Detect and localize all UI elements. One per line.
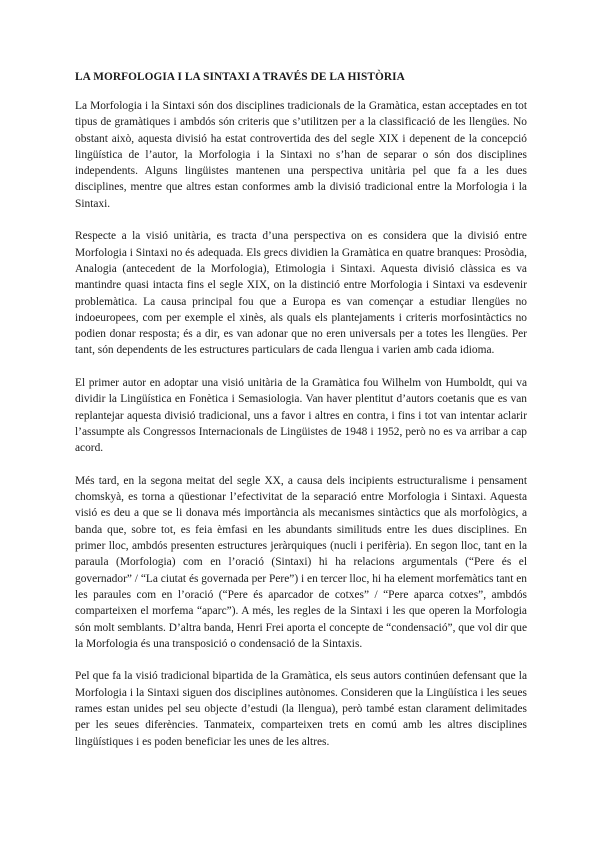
paragraph-twentieth-century: Més tard, en la segona meitat del segle XX, a causa dels incipients estructuralisme i pensament chomskyà, es torna a qüestionar l’efectivitat de la separació entre Morfologia i Sintaxi. Aquesta visió es deu a que se li donava més importància als mecanismes sintàctics que als morfològics, a banda que, sobre tot, es feia èmfasi en les abundants similituds entre les dues disciplines. En primer lloc, ambdós presenten estructures jeràrquiques (nucli i perifèria). En segon lloc, tant en la paraula (Morfologia) com en l’oració (Sintaxi) hi ha relacions argumentals (“Pere és el governador” / “La ciutat és governada per Pere”) i en tercer lloc, hi ha element morfemàtics tant en les paraules com en l’oració (“Pere és aparcador de cotxes” / “Pere aparca cotxes”, ambdós comparteixen el morfema “aparc”). A més, les regles de la Sintaxi i les que operen la Morfologia són molt semblants. D’altra banda, Henri Frei aporta el concepte de “condensació”, que vol dir que la Morfologia és una transposició o condensació de la Sintaxis. — [75, 474, 527, 650]
paragraph-intro: La Morfologia i la Sintaxi són dos disciplines tradicionals de la Gramàtica, estan acceptades en tot tipus de gramàtiques i ambdós són criteris que s’utilitzen per a la classificació de les llengües. No obstant això, aquesta divisió ha estat controvertida des del segle XIX i depenent de la concepció lingüística de l’autor, la Morfologia i la Sintaxi no s’han de separar o són dos disciplines independents. Alguns lingüistes mantenen una perspectiva unitària pel que fa a les dues disciplines, mentre que altres estan conformes amb la divisió tradicional entre la Morfologia i la Sintaxi. — [75, 100, 527, 210]
document-title: LA MORFOLOGIA I LA SINTAXI A TRAVÉS DE LA HISTÒRIA — [75, 71, 405, 83]
document-body — [75, 71, 527, 766]
paragraph-unitary-view: Respecte a la visió unitària, es tracta d’una perspectiva on es considera que la divisió entre Morfologia i Sintaxi no és adequada. Els grecs dividien la Gramàtica en quatre branques: Prosòdia, Analogia (antecedent de la Morfologia), Etimologia i Sintaxi. Aquesta divisió clàssica es va mantindre quasi intacta fins el segle XIX, on la distinció entre Morfologia i Sintaxi va esdevenir problemàtica. La causa principal fou que a Europa es van començar a estudiar llengües no indoeuropees, com per exemple el xinès, als quals els plantejaments i criteris morfosintàctics no podien donar resposta; és a dir, es van adonar que no eren universals per a totes les llengües. Per tant, són dependents de les estructures particulars de cada llengua i varien amb cada idioma. — [75, 230, 527, 357]
paragraph-traditional-view: Pel que fa la visió tradicional bipartida de la Gramàtica, els seus autors continúen defensant que la Morfologia i la Sintaxi siguen dos disciplines autònomes. Consideren que la Lingüística i les seues rames estan unides pel seu objecte d’estudi (la llengua), però també estan clarament delimitades per les seues diferències. Tanmateix, comparteixen trets en comú amb les altres disciplines lingüístiques i es poden beneficiar les unes de les altres. — [75, 670, 527, 748]
paragraph-humboldt: El primer autor en adoptar una visió unitària de la Gramàtica fou Wilhelm von Humboldt, qui va dividir la Lingüística en Fonètica i Semasiologia. Van haver plentitut d’autors coetanis que es van replantejar aquesta divisió tradicional, uns a favor i altres en contra, i fins i tot van intentar aclarir l’assumpte als Congressos Internacionals de Lingüistes de 1948 i 1952, però no es va arribar a cap acord. — [75, 377, 527, 455]
